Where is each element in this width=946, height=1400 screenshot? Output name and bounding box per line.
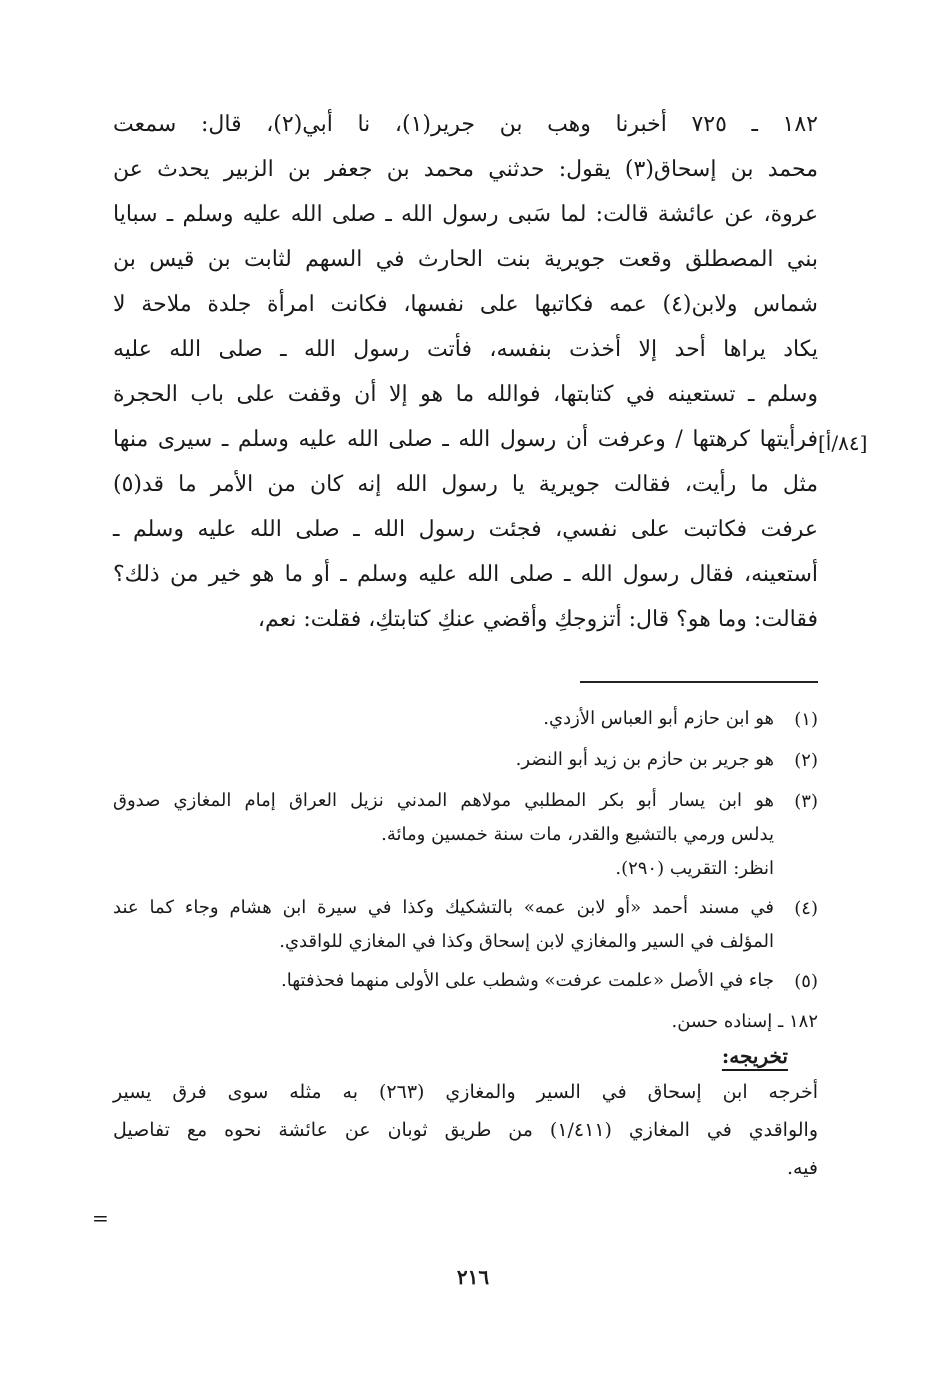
text-line: وسلم ـ تستعينه في كتابتها، فوالله ما هو إلا أن وقفت على باب الحجرة	[113, 382, 818, 407]
footnote-number: (٥)	[794, 971, 818, 992]
footnote-number: (٣)	[794, 791, 818, 812]
footnote	[113, 702, 818, 738]
footnote-text: انظر: التقريب (٢٩٠).	[615, 858, 774, 879]
text-line: فرأيتها كرهتها / وعرفت أن رسول الله ـ صلى الله عليه وسلم ـ سيرى منها	[113, 427, 818, 452]
isnad-grading: ١٨٢ ـ إسناده حسن.	[671, 1011, 818, 1032]
text-line: أستعينه، فقال رسول الله ـ صلى الله عليه وسلم ـ أو ما هو خير من ذلك؟	[113, 562, 818, 587]
text-line: فقالت: وما هو؟ قال: أتزوجكِ وأقضي عنكِ كتابتكِ، فقلت: نعم،	[257, 607, 818, 632]
footnote-text: جاء في الأصل «علمت عرفت» وشطب على الأولى منهما فحذفتها.	[281, 970, 774, 991]
text-line: شماس ولابن(٤) عمه فكاتبها على نفسها، فكانت امرأة جلدة ملاحة لا	[113, 292, 818, 317]
footnote-number: (١)	[794, 709, 818, 730]
footnote	[113, 743, 818, 779]
hadith-text	[113, 102, 818, 642]
footnote-text: هو ابن حازم أبو العباس الأزدي.	[543, 708, 774, 729]
text-line: عروة، عن عائشة قالت: لما سَبى رسول الله ـ صلى الله عليه وسلم ـ سبايا	[113, 202, 818, 227]
manuscript-folio-marker: [٨٤/أ]	[818, 431, 868, 455]
footnote	[113, 891, 818, 959]
text-line: عرفت فكاتبت على نفسي، فجئت رسول الله ـ صلى الله عليه وسلم ـ	[113, 517, 818, 542]
footnote	[113, 784, 818, 886]
text-line: مثل ما رأيت، فقالت جويرية يا رسول الله إنه كان من الأمر ما قد(٥)	[113, 472, 818, 497]
page-number: ٢١٦	[456, 1265, 490, 1289]
footnotes	[113, 702, 818, 1187]
text-line: بني المصطلق وقعت جويرية بنت الحارث في السهم لثابت بن قيس بن	[113, 247, 818, 272]
text-line: يكاد يراها أحد إلا أخذت بنفسه، فأتت رسول الله ـ صلى الله عليه	[113, 337, 818, 362]
footnote-number: (٢)	[794, 750, 818, 771]
continuation-mark: =	[92, 1206, 109, 1230]
footnote-text: هو جرير بن حازم بن زيد أبو النضر.	[515, 749, 774, 770]
footnote-text: المؤلف في السير والمغازي لابن إسحاق وكذا في المغازي للواقدي.	[279, 931, 774, 952]
text-line: ١٨٢ ـ ٧٢٥ أخبرنا وهب بن جرير(١)، نا أبي(٢)، قال: سمعت	[113, 112, 818, 137]
footnote-text: هو ابن يسار أبو بكر المطلبي مولاهم المدني نزيل العراق إمام المغازي صدوق	[113, 790, 774, 811]
takhrij-text: أخرجه ابن إسحاق في السير والمغازي (٢٦٣) به مثله سوى فرق يسير	[113, 1081, 818, 1103]
text-line: محمد بن إسحاق(٣) يقول: حدثني محمد بن جعفر بن الزبير يحدث عن	[113, 157, 818, 182]
footnote-separator	[580, 681, 818, 683]
takhrij-heading: تخريجه:	[721, 1044, 788, 1068]
footnote-text: يدلس ورمي بالتشيع والقدر، مات سنة خمسين ومائة.	[381, 824, 774, 845]
takhrij-text: فيه.	[786, 1157, 818, 1179]
footnote-number: (٤)	[794, 898, 818, 919]
footnote	[113, 964, 818, 1000]
takhrij-text: والواقدي في المغازي (١/٤١١) من طريق ثوبان عن عائشة نحوه مع تفاصيل	[113, 1119, 818, 1141]
footnote-text: في مسند أحمد «أو لابن عمه» بالتشكيك وكذا في سيرة ابن هشام وجاء كما عند	[113, 897, 774, 918]
